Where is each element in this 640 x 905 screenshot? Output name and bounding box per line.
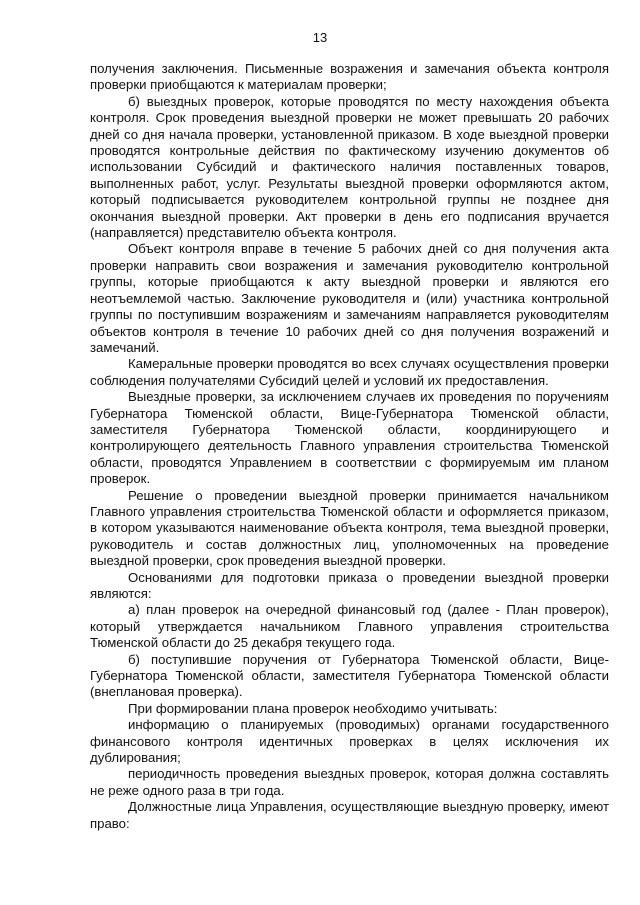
paragraph-field-inspections: б) выездных проверок, которые проводятся по месту нахождения объекта контроля. Срок проведения выездной проверки не может превышать 20 рабочих дней со дня начала проверки, установленной приказом. В ходе выездной проверки проводятся контрольные действия по фактическому изучению документов об использовании Субсидий и фактического наличия поставленных товаров, выполненных работ, услуг. Результаты выездной проверки оформляются актом, который подписывается руководителем контрольной группы не позднее дня окончания выездной проверки. Акт проверки в день его подписания вручается (направляется) представителю объекта контроля. xyxy=(90,93,609,241)
paragraph-plan-info: информацию о планируемых (проводимых) органами государственного финансового контроля идентичных проверках в целях исключения их дублирования; xyxy=(90,717,609,766)
paragraph-plan-forming: При формировании плана проверок необходимо учитывать: xyxy=(128,700,498,716)
paragraph-grounds-b: б) поступившие поручения от Губернатора Тюменской области, Вице-Губернатора Тюменской области, заместителя Губернатора Тюменской области (внеплановая проверка). xyxy=(90,651,609,700)
paragraph-desk-inspections: Камеральные проверки проводятся во всех случаях осуществления проверки соблюдения получателями Субсидий целей и условий их предоставления. xyxy=(90,356,609,388)
paragraph-inspection-decision: Решение о проведении выездной проверки принимается начальником Главного управления строительства Тюменской области и оформляется приказом, в котором указываются наименование объекта контроля, тема выездной проверки, руководитель и состав должностных лиц, уполномоченных на проведение выездной проверки, срок проведения выездной проверки. xyxy=(90,487,609,569)
paragraph-plan-periodicity: периодичность проведения выездных проверок, которая должна составлять не реже одного раза в три года. xyxy=(90,766,609,798)
paragraph-grounds-a: а) план проверок на очередной финансовый год (далее - План проверок), который утверждается начальником Главного управления строительства Тюменской области до 25 декабря текущего года. xyxy=(90,602,609,651)
paragraph-field-inspection-exceptions: Выездные проверки, за исключением случаев их проведения по поручениям Губернатора Тюменской области, Вице-Губернатора Тюменской области, заместителя Губернатора Тюменской области, координирующего и контролирующего деятельность Главного управления строительства Тюменской области, проводятся Управлением в соответствии с формируемым им планом проверок. xyxy=(90,389,609,487)
paragraph-officials-rights: Должностные лица Управления, осуществляющие выездную проверку, имеют право: xyxy=(90,799,609,831)
page-number: 13 xyxy=(312,30,328,45)
document-body xyxy=(90,61,609,832)
paragraph-objections: Объект контроля вправе в течение 5 рабочих дней со дня получения акта проверки направить свои возражения и замечания руководителю контрольной группы, которые приобщаются к акту выездной проверки и являются его неотъемлемой частью. Заключение руководителя и (или) участника контрольной группы по поступившим возражениям и замечаниям направляется руководителям объектов контроля в течение 10 рабочих дней со дня получения возражений и замечаний. xyxy=(90,241,609,355)
paragraph-continuation: получения заключения. Письменные возражения и замечания объекта контроля проверки приобщаются к материалам проверки; xyxy=(90,61,609,93)
paragraph-order-grounds: Основаниями для подготовки приказа о проведении выездной проверки являются: xyxy=(90,569,609,601)
